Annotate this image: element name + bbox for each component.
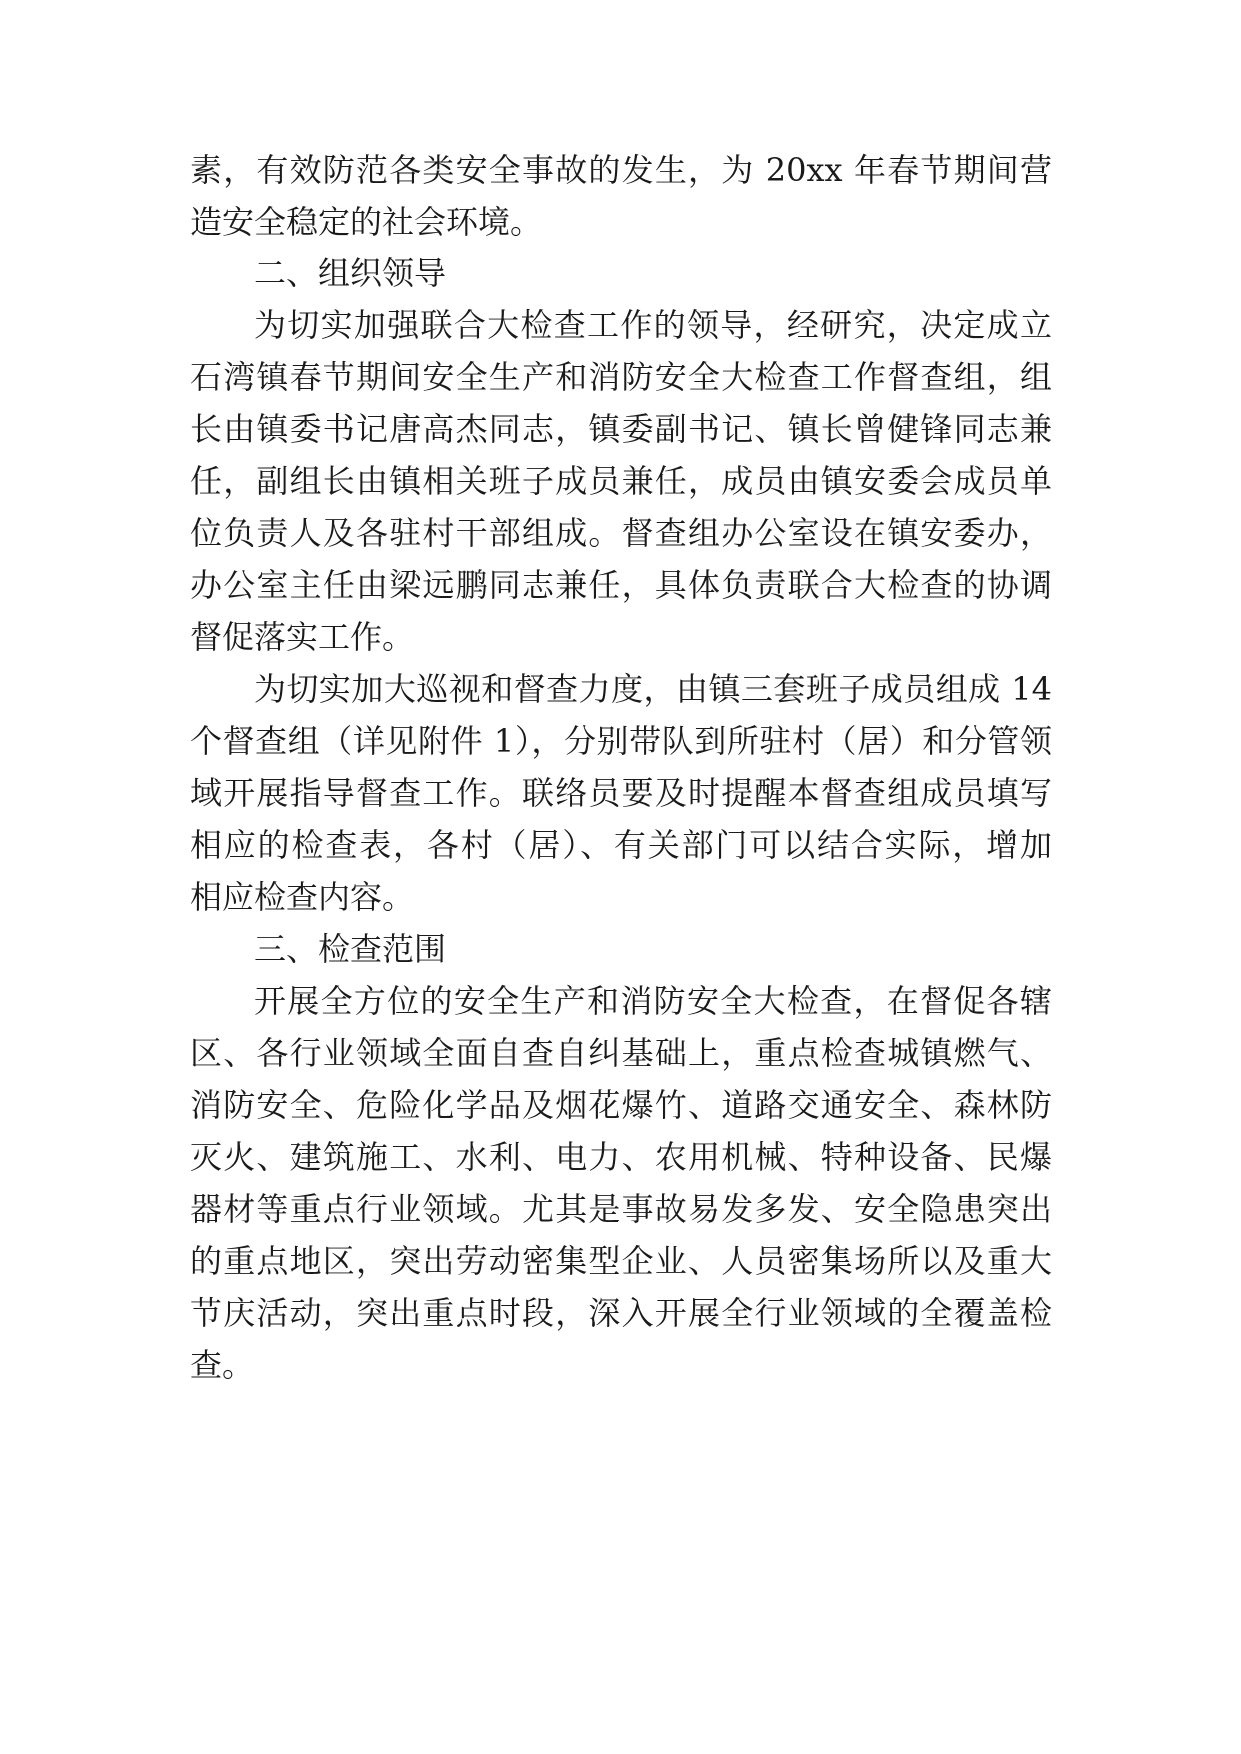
paragraph-line: 开展全方位的安全生产和消防安全大检查，在督促各辖 (254, 982, 1052, 1020)
paragraph-line: 办公室主任由梁远鹏同志兼任，具体负责联合大检查的协调 (190, 566, 1052, 604)
section-heading-organization: 二、组织领导 (254, 254, 447, 292)
paragraph-line: 石湾镇春节期间安全生产和消防安全大检查工作督查组，组 (190, 358, 1052, 396)
paragraph-line: 为切实加强联合大检查工作的领导，经研究，决定成立 (254, 306, 1052, 344)
paragraph-line: 位负责人及各驻村干部组成。督查组办公室设在镇安委办， (190, 514, 1052, 552)
paragraph-line: 查。 (190, 1346, 255, 1384)
paragraph-line: 相应的检查表，各村（居）、有关部门可以结合实际，增加 (190, 826, 1052, 864)
paragraph-line: 器材等重点行业领域。尤其是事故易发多发、安全隐患突出 (190, 1190, 1052, 1228)
paragraph-line: 域开展指导督查工作。联络员要及时提醒本督查组成员填写 (190, 774, 1052, 812)
paragraph-line: 长由镇委书记唐高杰同志，镇委副书记、镇长曾健锋同志兼 (190, 410, 1052, 448)
paragraph-line: 区、各行业领域全面自查自纠基础上，重点检查城镇燃气、 (190, 1034, 1052, 1072)
paragraph-line: 消防安全、危险化学品及烟花爆竹、道路交通安全、森林防 (190, 1086, 1052, 1124)
section-heading-scope: 三、检查范围 (254, 930, 447, 968)
paragraph-line: 节庆活动，突出重点时段，深入开展全行业领域的全覆盖检 (190, 1294, 1052, 1332)
paragraph-line: 造安全稳定的社会环境。 (190, 203, 543, 241)
paragraph-line: 灭火、建筑施工、水利、电力、农用机械、特种设备、民爆 (190, 1138, 1052, 1176)
paragraph-line: 督促落实工作。 (190, 618, 415, 656)
paragraph-line: 素，有效防范各类安全事故的发生，为 20xx 年春节期间营 (190, 151, 1052, 189)
paragraph-line: 任，副组长由镇相关班子成员兼任，成员由镇安委会成员单 (190, 462, 1052, 500)
paragraph-line: 相应检查内容。 (190, 878, 415, 916)
paragraph-line: 为切实加大巡视和督查力度，由镇三套班子成员组成 14 (254, 670, 1052, 708)
paragraph-line: 的重点地区，突出劳动密集型企业、人员密集场所以及重大 (190, 1242, 1052, 1280)
paragraph-line: 个督查组（详见附件 1），分别带队到所驻村（居）和分管领 (190, 722, 1052, 760)
